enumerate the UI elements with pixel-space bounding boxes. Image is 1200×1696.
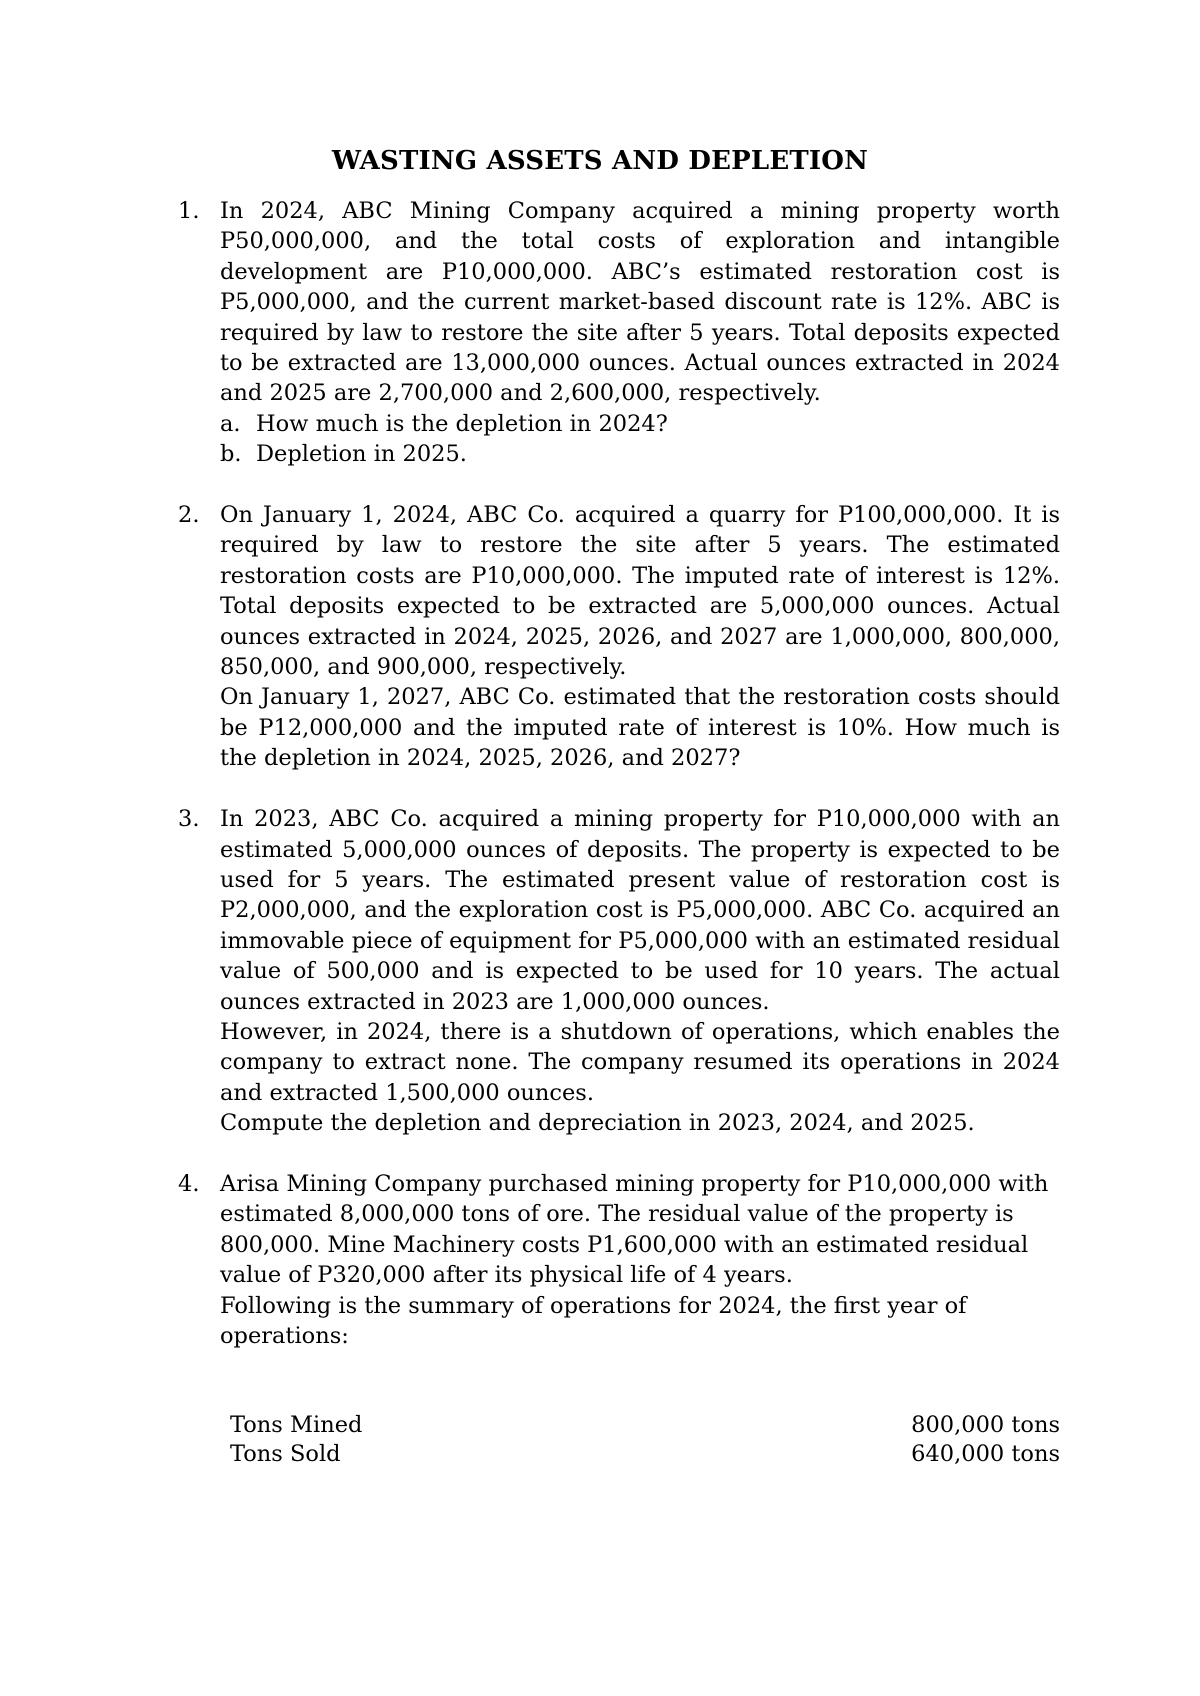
question-text-continued: On January 1, 2027, ABC Co. estimated that the restoration costs should be P12,000,000 and the imputed rate of interest is 10%. How much is the depletion in 2024, 2025, 2026, and 2027? [220, 684, 1060, 772]
question-3 [178, 804, 1060, 1138]
question-text: In 2023, ABC Co. acquired a mining property for P10,000,000 with an estimated 5,000,000 ounces of deposits. The property is expected to be used for 5 years. The estimated present value of restoration cost is P2,000,000, and the exploration cost is P5,000,000. ABC Co. acquired an immovable piece of equipment for P5,000,000 with an estimated residual value of 500,000 and is expected to be used for 10 years. The actual ounces extracted in 2023 are 1,000,000 ounces. [220, 806, 1060, 1015]
question-number: 1. [178, 198, 200, 224]
question-text: On January 1, 2024, ABC Co. acquired a quarry for P100,000,000. It is required by law to restore the site after 5 years. The estimated restoration costs are P10,000,000. The imputed rate of interest is 12%. Total deposits expected to be extracted are 5,000,000 ounces. Actual ounces extracted in 2024, 2025, 2026, and 2027 are 1,000,000, 800,000, 850,000, and 900,000, respectively. [220, 502, 1060, 681]
question-instruction: Compute the depletion and depreciation in 2023, 2024, and 2025. [220, 1110, 975, 1137]
table-row [230, 1411, 1060, 1440]
table-row [230, 1440, 1060, 1469]
question-text: Arisa Mining Company purchased mining property for P10,000,000 with estimated 8,000,000 tons of ore. The residual value of the property is 800,000. Mine Machinery costs P1,600,000 with an estimated residual value of P320,000 after its physical life of 4 years. [220, 1170, 1049, 1289]
question-list [178, 196, 1060, 1468]
row-value: 800,000 tons [911, 1412, 1060, 1439]
sub-question-text: Depletion in 2025. [256, 441, 467, 468]
row-label: Tons Mined [230, 1412, 363, 1439]
question-number: 2. [178, 502, 200, 529]
row-label: Tons Sold [230, 1440, 341, 1467]
sub-question-text: How much is the depletion in 2024? [256, 410, 668, 437]
sub-question-label: a. [220, 410, 241, 437]
operations-summary-table [230, 1411, 1060, 1468]
sub-question-a [220, 409, 1060, 439]
question-2 [178, 500, 1060, 774]
question-text-continued: Following is the summary of operations for 2024, the first year of operations: [220, 1292, 967, 1349]
sub-question-label: b. [220, 441, 242, 468]
question-number: 3. [178, 806, 200, 833]
row-value: 640,000 tons [911, 1440, 1060, 1467]
question-text-continued: However, in 2024, there is a shutdown of operations, which enables the company to extract none. The company resumed its operations in 2024 and extracted 1,500,000 ounces. [220, 1018, 1060, 1106]
question-text: In 2024, ABC Mining Company acquired a mining property worth P50,000,000, and the total costs of exploration and intangible development are P10,000,000. ABC’s estimated restoration cost is P5,000,000, and the current market-based discount rate is 12%. ABC is required by law to restore the site after 5 years. Total deposits expected to be extracted are 13,000,000 ounces. Actual ounces extracted in 2024 and 2025 are 2,700,000 and 2,600,000, respectively. [220, 198, 1060, 407]
question-number: 4. [178, 1170, 200, 1197]
page-title: WASTING ASSETS AND DEPLETION [331, 146, 869, 176]
sub-question-b [220, 439, 1060, 469]
question-1 [178, 196, 1060, 470]
question-4 [178, 1169, 1060, 1468]
